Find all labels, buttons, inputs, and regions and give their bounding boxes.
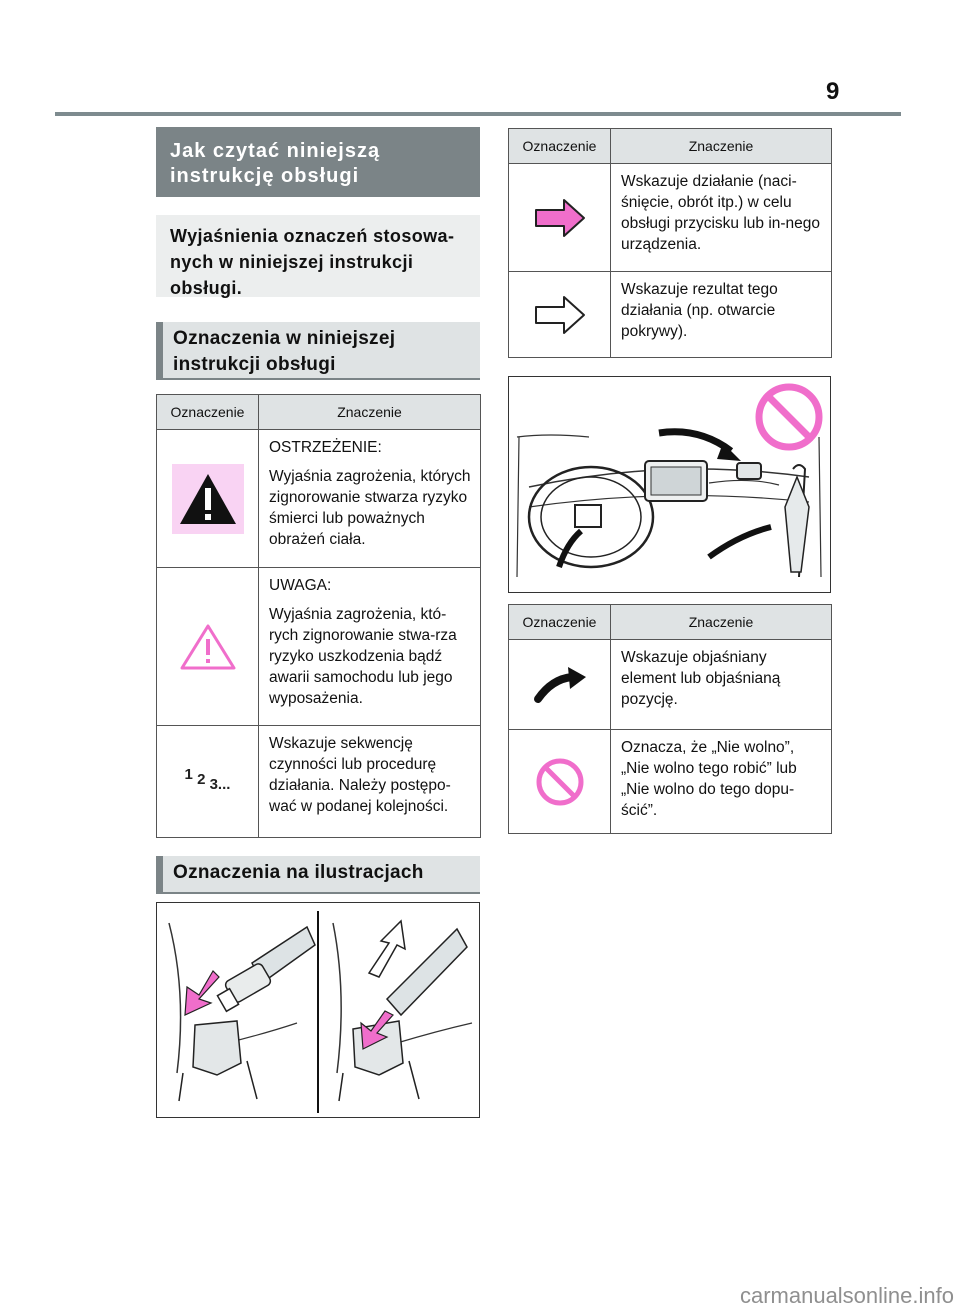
table-row bbox=[157, 430, 481, 568]
table-row bbox=[157, 726, 481, 838]
seatbelt-drawing bbox=[157, 903, 479, 1117]
caution-label: UWAGA: bbox=[269, 577, 332, 594]
column-header-meaning: Znaczenie bbox=[259, 395, 481, 430]
prohibition-text: Oznacza, że „Nie wolno”, „Nie wolno tego robić” lub „Nie wolno do tego dopu-ścić”. bbox=[621, 739, 797, 819]
table-row bbox=[157, 568, 481, 726]
column-header-mark: Oznaczenie bbox=[509, 129, 611, 164]
outline-result-arrow-icon bbox=[532, 291, 588, 339]
illustration-marks-table bbox=[508, 604, 832, 834]
prohibition-icon bbox=[534, 756, 586, 808]
sequence-dots: ... bbox=[217, 776, 231, 793]
sequence-numbers-icon bbox=[158, 766, 257, 793]
intro-text: Wyjaśnienia oznaczeń stosowa-nych w niniejszej instrukcji obsługi. bbox=[156, 215, 480, 297]
sequence-number-3: 3 bbox=[209, 776, 218, 793]
warning-triangle-filled-icon bbox=[172, 464, 244, 534]
top-rule bbox=[55, 112, 901, 116]
watermark: carmanualsonline.info bbox=[739, 1283, 954, 1308]
warning-text: Wyjaśnia zagrożenia, których zignorowanie stwarza ryzyko śmierci lub poważnych obrażeń ciała. bbox=[269, 468, 471, 548]
sequence-number-1: 1 bbox=[184, 766, 193, 783]
pointer-arrow-text: Wskazuje objaśniany element lub objaśnianą pozycję. bbox=[621, 649, 781, 708]
table-row bbox=[509, 272, 832, 358]
sequence-text: Wskazuje sekwencję czynności lub procedurę działania. Należy postępo-wać w podanej kolejności. bbox=[269, 735, 451, 815]
action-marks-table bbox=[508, 128, 832, 358]
pointer-arrow-icon bbox=[532, 665, 588, 705]
action-arrow-text: Wskazuje działanie (naci-śnięcie, obrót itp.) w celu obsługi przycisku lub in-nego urządzenia. bbox=[621, 173, 821, 253]
table-row bbox=[509, 640, 832, 730]
column-header-mark: Oznaczenie bbox=[157, 395, 259, 430]
caution-triangle-outline-icon bbox=[178, 622, 238, 672]
column-header-meaning: Znaczenie bbox=[611, 129, 832, 164]
warning-label: OSTRZEŻENIE: bbox=[269, 439, 382, 456]
dashboard-illustration bbox=[508, 376, 831, 593]
caution-text: Wyjaśnia zagrożenia, któ-rych zignorowanie stwa-rza ryzyko uszkodzenia bądź awarii samochodu lub jego wyposażenia. bbox=[269, 606, 457, 707]
column-header-meaning: Znaczenie bbox=[611, 605, 832, 640]
table-row bbox=[509, 730, 832, 834]
column-header-mark: Oznaczenie bbox=[509, 605, 611, 640]
section-heading-marks: Oznaczenia w niniejszej instrukcji obsługi bbox=[156, 322, 480, 380]
seatbelt-illustration bbox=[156, 902, 480, 1118]
table-row bbox=[509, 164, 832, 272]
page-number: 9 bbox=[826, 78, 840, 105]
marks-table bbox=[156, 394, 481, 838]
section-heading-illustrations: Oznaczenia na ilustracjach bbox=[156, 856, 480, 894]
dashboard-drawing bbox=[509, 377, 830, 592]
page-title: Jak czytać niniejszą instrukcję obsługi bbox=[156, 127, 480, 197]
sequence-number-2: 2 bbox=[197, 771, 206, 788]
pink-action-arrow-icon bbox=[532, 194, 588, 242]
result-arrow-text: Wskazuje rezultat tego działania (np. otwarcie pokrywy). bbox=[621, 281, 778, 340]
